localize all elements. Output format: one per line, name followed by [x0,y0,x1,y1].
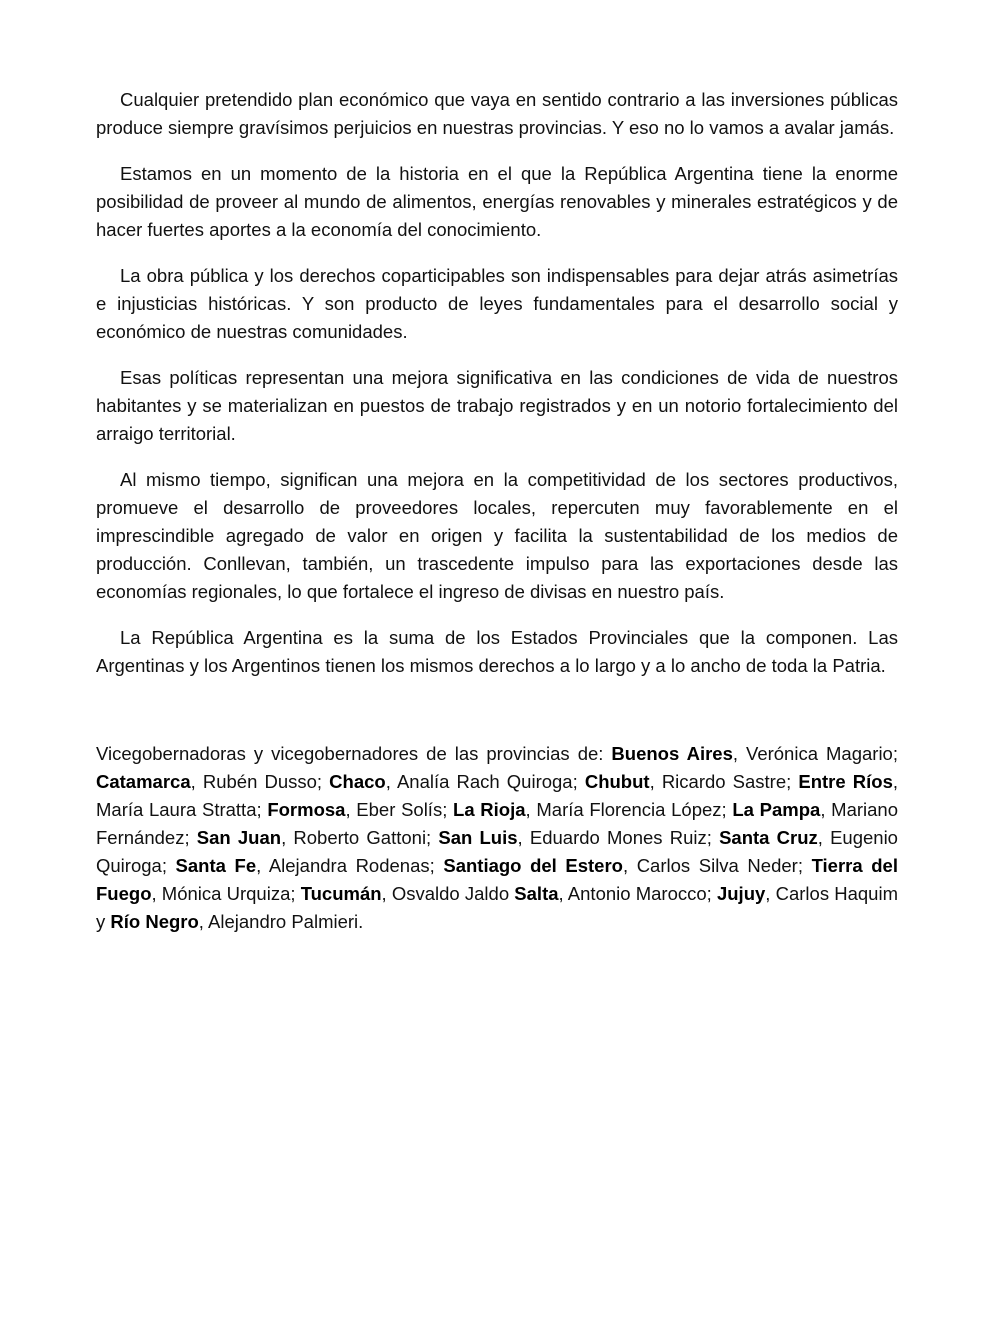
signatory-text: , Carlos Silva Neder; [622,855,812,876]
province-name: Río Negro [110,911,199,932]
body-paragraph: La República Argentina es la suma de los Estados Provinciales que la componen. Las Argentinas y los Argentinos tienen los mismos derechos a lo largo y a lo ancho de toda la Patria. [96,627,898,676]
province-name: San Juan [196,827,282,848]
signatory-text: , Alejandra Rodenas; [256,855,444,876]
province-name: Tucumán [300,883,382,904]
signatory-text: , Roberto Gattoni; [281,827,439,848]
signatory-text: , Carlos Haquim y [96,883,898,932]
province-name: Chaco [329,771,386,792]
province-name: Tierra del Fuego [96,855,898,904]
signatory-text: , Mariano Fernández; [96,799,898,848]
province-name: Santa Fe [175,855,257,876]
province-name: Santiago del Estero [443,855,623,876]
signatory-text: , Analía Rach Quiroga; [385,771,585,792]
province-name: La Rioja [453,799,526,820]
province-name: Chubut [584,771,650,792]
signatory-text: , María Laura Stratta; [96,771,898,820]
body-paragraph: Cualquier pretendido plan económico que vaya en sentido contrario a las inversiones públicas produce siempre gravísimos perjuicios en nuestras provincias. Y eso no lo vamos a avalar jamás. [96,89,898,138]
province-name: Jujuy [716,883,766,904]
body-paragraph: La obra pública y los derechos coparticipables son indispensables para dejar atrás asimetrías e injusticias históricas. Y son producto de leyes fundamentales para el desarrollo social y económico de nuestras comunidades. [96,265,898,342]
province-name: Entre Ríos [798,771,893,792]
signatories-paragraph [96,740,898,936]
signatory-text: , Mónica Urquiza; [151,883,301,904]
signatory-text: , Antonio Marocco; [558,883,717,904]
document-page [96,86,898,936]
province-name: Salta [514,883,559,904]
body-paragraph: Estamos en un momento de la historia en el que la República Argentina tiene la enorme posibilidad de proveer al mundo de alimentos, energías renovables y minerales estratégicos y de hacer fuertes aportes a la economía del conocimiento. [96,163,898,240]
signatory-text: , Eber Solís; [345,799,454,820]
province-name: Formosa [267,799,346,820]
province-name: Catamarca [96,771,191,792]
signatory-text: , Osvaldo Jaldo [381,883,515,904]
signatory-text: , Eduardo Mones Ruiz; [517,827,720,848]
body-paragraph: Al mismo tiempo, significan una mejora en la competitividad de los sectores productivos, promueve el desarrollo de proveedores locales, repercuten muy favorablemente en el imprescindible agregado de valor en origen y facilita la sustentabilidad de los medios de producción. Conllevan, también, un trascedente impulso para las exportaciones desde las economías regionales, lo que fortalece el ingreso de divisas en nuestro país. [96,469,898,602]
signatory-text: , Verónica Magario; [732,743,898,764]
body-paragraph: Esas políticas representan una mejora significativa en las condiciones de vida de nuestros habitantes y se materializan en puestos de trabajo registrados y en un notorio fortalecimiento del arraigo territorial. [96,367,898,444]
province-name: San Luis [438,827,518,848]
province-name: Buenos Aires [611,743,733,764]
signatory-text: , Ricardo Sastre; [649,771,799,792]
signatory-text: , María Florencia López; [525,799,733,820]
signatories-intro: Vicegobernadoras y vicegobernadores de las provincias de: [96,743,612,764]
province-name: Santa Cruz [719,827,818,848]
signatory-text: , Eugenio Quiroga; [96,827,898,876]
signatory-text: , Rubén Dusso; [190,771,330,792]
province-name: La Pampa [732,799,821,820]
signatory-text: , Alejandro Palmieri. [198,911,364,932]
